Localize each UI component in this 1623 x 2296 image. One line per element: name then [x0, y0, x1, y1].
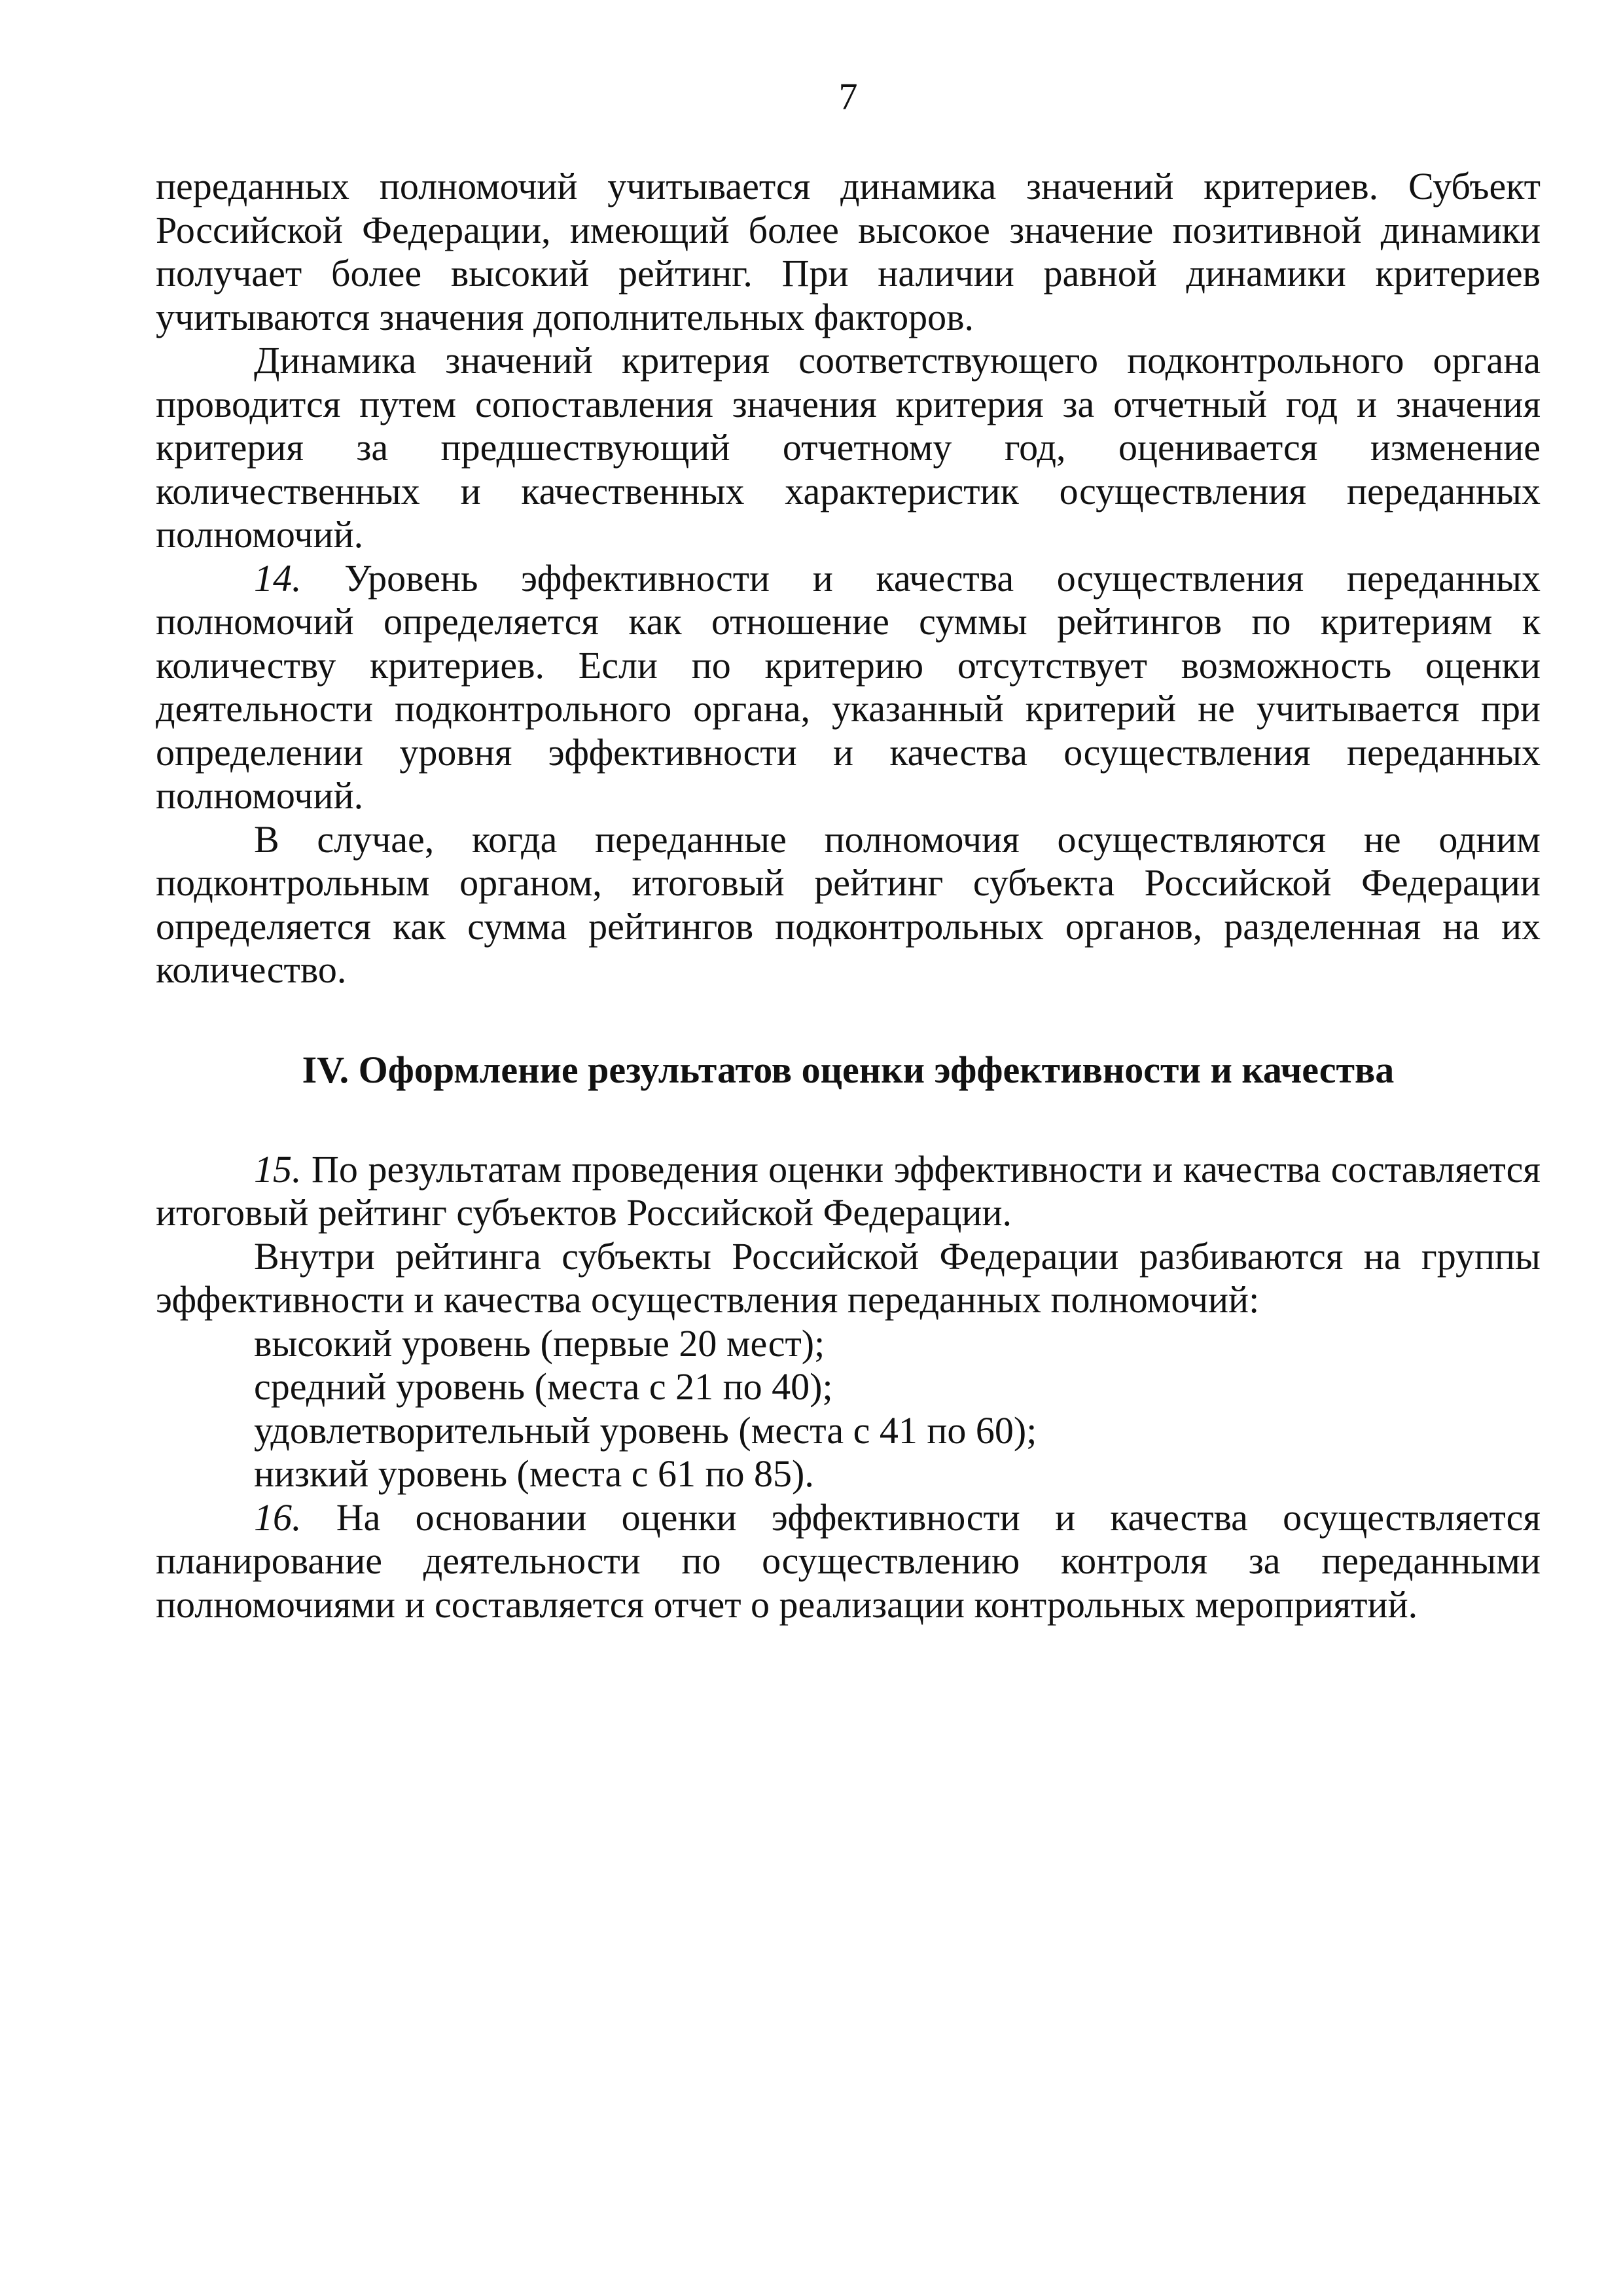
item-14 — [156, 557, 1541, 818]
item-15-text: По результатам проведения оценки эффективности и качества составляется итоговый рейтинг субъектов Российской Федерации. — [156, 1147, 1541, 1234]
item-15-number: 15. — [254, 1147, 302, 1191]
paragraph-groups: Внутри рейтинга субъекты Российской Федерации разбиваются на группы эффективности и качества осуществления переданных полномочий: — [156, 1234, 1541, 1321]
item-16 — [156, 1496, 1541, 1627]
document-page — [156, 71, 1541, 1626]
item-16-number: 16. — [254, 1496, 302, 1539]
paragraph-multiple-bodies: В случае, когда переданные полномочия осуществляются не одним подконтрольным органом, итоговый рейтинг субъекта Российской Федерации определяется как сумма рейтингов подконтрольных органов, разделенная на их количество. — [156, 817, 1541, 991]
paragraph-continuation: переданных полномочий учитывается динамика значений критериев. Субъект Российской Федерации, имеющий более высокое значение позитивной динамики получает более высокий рейтинг. При наличии равной динамики критериев учитываются значения дополнительных факторов. — [156, 165, 1541, 338]
level-high: высокий уровень (первые 20 мест); — [254, 1321, 825, 1365]
section-heading: IV. Оформление результатов оценки эффективности и качества — [302, 1048, 1395, 1091]
item-14-text: Уровень эффективности и качества осуществления переданных полномочий определяется как отношение суммы рейтингов по критериям к количеству критериев. Если по критерию отсутствует возможность оценки деятельности подконтрольного органа, указанный критерий не учитывается при определении уровня эффективности и качества осуществления переданных полномочий. — [156, 556, 1541, 817]
item-15 — [156, 1148, 1541, 1235]
page-number: 7 — [838, 75, 858, 118]
item-16-text: На основании оценки эффективности и качества осуществляется планирование деятельности по осуществлению контроля за переданными полномочиями и составляется отчет о реализации контрольных мероприятий. — [156, 1496, 1541, 1626]
paragraph-dynamics: Динамика значений критерия соответствующего подконтрольного органа проводится путем сопоставления значения критерия за отчетный год и значения критерия за предшествующий отчетному год, оценивается изменение количественных и качественных характеристик осуществления переданных полномочий. — [156, 339, 1541, 556]
level-low: низкий уровень (места с 61 по 85). — [254, 1452, 814, 1495]
item-14-number: 14. — [254, 556, 302, 600]
level-medium: средний уровень (места с 21 по 40); — [254, 1365, 833, 1408]
level-satisfactory: удовлетворительный уровень (места с 41 по 60); — [254, 1408, 1037, 1452]
